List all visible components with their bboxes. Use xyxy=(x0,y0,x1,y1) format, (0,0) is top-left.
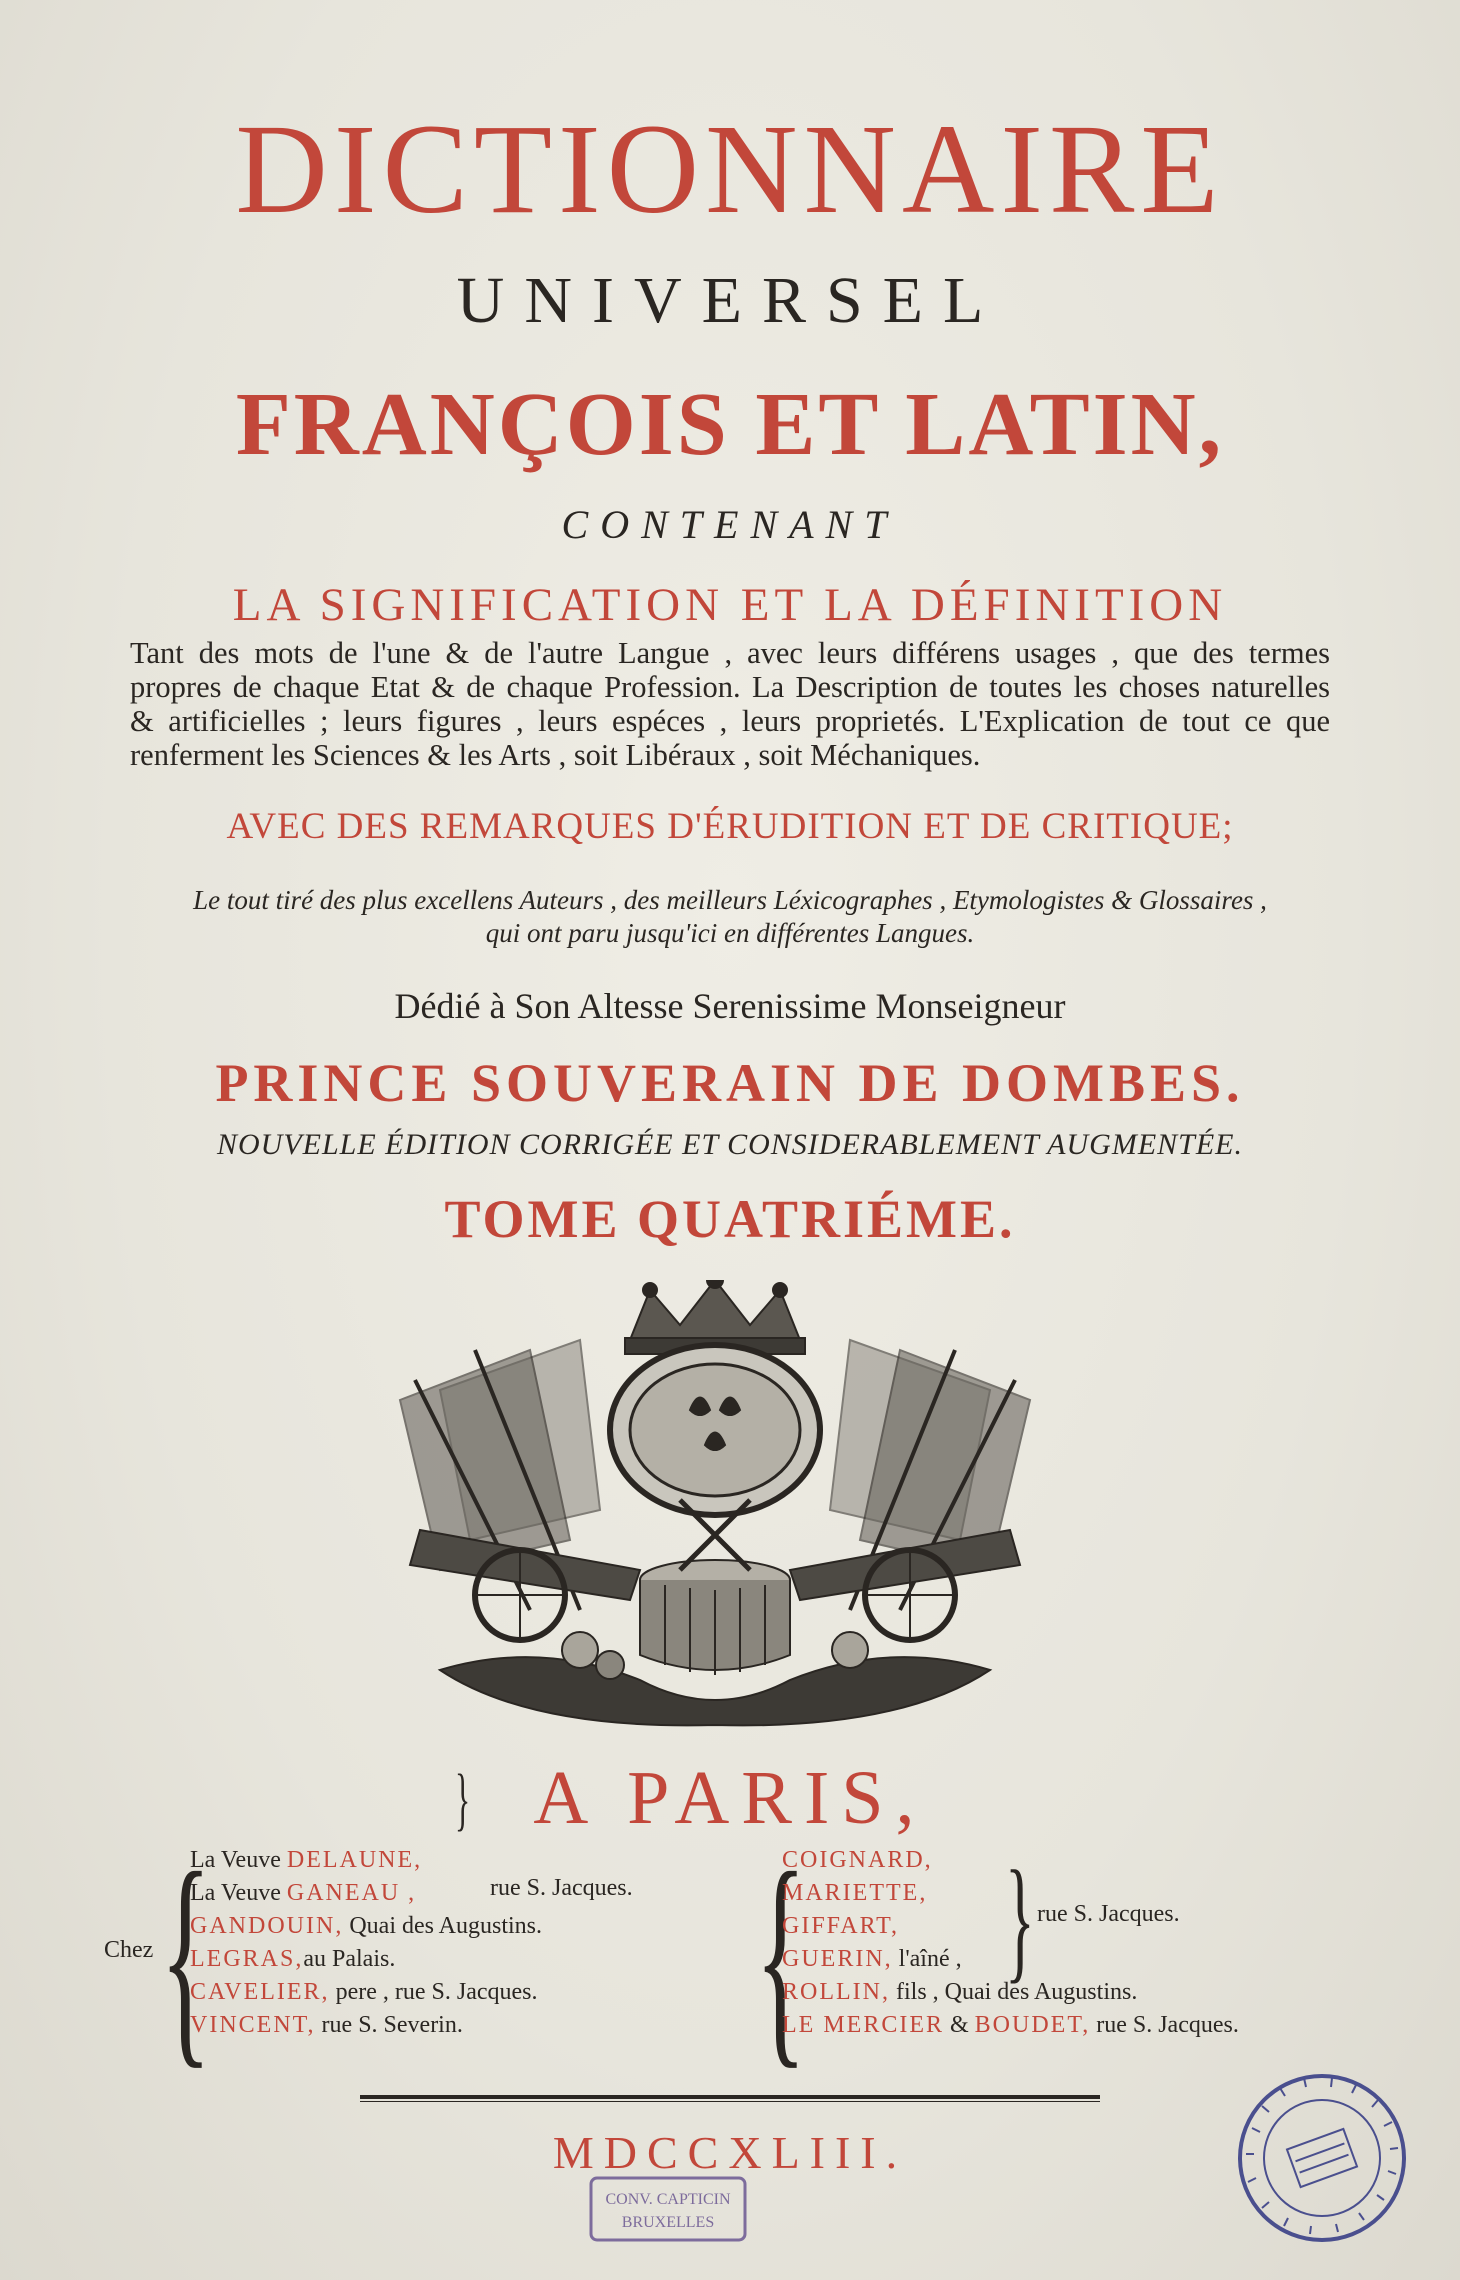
list-item: La Veuve GANEAU , xyxy=(190,1880,417,1906)
list-item: VINCENT, rue S. Severin. xyxy=(190,2012,463,2038)
imprint-chez: Chez xyxy=(104,1937,154,1963)
crowned-arms-trophy-icon xyxy=(380,1280,1050,1730)
list-item: MARIETTE, xyxy=(782,1880,928,1906)
list-item: LE MERCIER & BOUDET, rue S. Jacques. xyxy=(782,2012,1239,2038)
prince-line: PRINCE SOUVERAIN DE DOMBES. xyxy=(215,1053,1245,1113)
list-item: CAVELIER, pere , rue S. Jacques. xyxy=(190,1979,538,2005)
sources-line: Le tout tiré des plus excellens Auteurs , des meilleurs Léxicographes , Etymologistes & Glossaires , xyxy=(193,885,1267,915)
left-street: rue S. Jacques. xyxy=(490,1875,633,1901)
dedication-line: Dédié à Son Altesse Serenissime Monseigneur xyxy=(394,986,1066,1026)
description-line: & artificielles ; leurs figures , leurs espéces , leurs proprietés. L'Explication de tout ce que xyxy=(130,704,1330,738)
description-block xyxy=(130,636,1330,772)
place-line: A PARIS, xyxy=(533,1756,927,1840)
list-item: LEGRAS,au Palais. xyxy=(190,1946,396,1972)
right-street: rue S. Jacques. xyxy=(1037,1901,1180,1927)
divider-thick xyxy=(360,2095,1100,2099)
list-item: ROLLIN, fils , Quai des Augustins. xyxy=(782,1979,1138,2005)
description-line: renferment les Sciences & les Arts , soit Libéraux , soit Méchaniques. xyxy=(130,738,981,772)
sources-line: qui ont paru jusqu'ici en différentes Langues. xyxy=(485,918,975,948)
stamp-line-2: BRUXELLES xyxy=(621,2214,715,2231)
title-francois-et-latin: FRANÇOIS ET LATIN, xyxy=(235,375,1225,474)
title-signification: LA SIGNIFICATION ET LA DÉFINITION xyxy=(232,579,1228,631)
sources-block xyxy=(0,884,1460,950)
list-item: COIGNARD, xyxy=(782,1847,933,1873)
edition-line: NOUVELLE ÉDITION CORRIGÉE ET CONSIDERABLEMENT AUGMENTÉE. xyxy=(216,1128,1243,1161)
title-contenant: CONTENANT xyxy=(561,502,899,547)
remarks-line: AVEC DES REMARQUES D'ÉRUDITION ET DE CRITIQUE; xyxy=(226,806,1234,847)
year-line: MDCCXLIII. xyxy=(552,2127,908,2178)
list-item: GANDOUIN, Quai des Augustins. xyxy=(190,1913,542,1939)
list-item: GUERIN, l'aîné , xyxy=(782,1946,962,1972)
right-brace-icon: { xyxy=(755,1825,807,2088)
volume-line: TOME QUATRIÉME. xyxy=(444,1189,1016,1249)
title-dictionnaire: DICTIONNAIRE xyxy=(235,98,1225,240)
title-universel: UNIVERSEL xyxy=(456,264,1004,337)
list-item: La Veuve DELAUNE, xyxy=(190,1847,423,1873)
description-line: Tant des mots de l'une & de l'autre Langue , avec leurs différens usages , que des termes xyxy=(130,636,1330,670)
divider-thin xyxy=(360,2101,1100,2102)
list-item: GIFFART, xyxy=(782,1913,900,1939)
description-line: propres de chaque Etat & de chaque Profession. La Description de toutes les choses naturelles xyxy=(130,670,1330,704)
stamp-line-1: CONV. CAPTICIN xyxy=(605,2191,731,2208)
small-brace-icon: } xyxy=(455,1767,471,1844)
left-brace-icon: { xyxy=(160,1825,212,2088)
round-library-stamp-icon xyxy=(1232,2068,1412,2248)
library-stamp-icon xyxy=(588,2175,748,2243)
closing-brace-icon: } xyxy=(1005,1842,1035,1995)
